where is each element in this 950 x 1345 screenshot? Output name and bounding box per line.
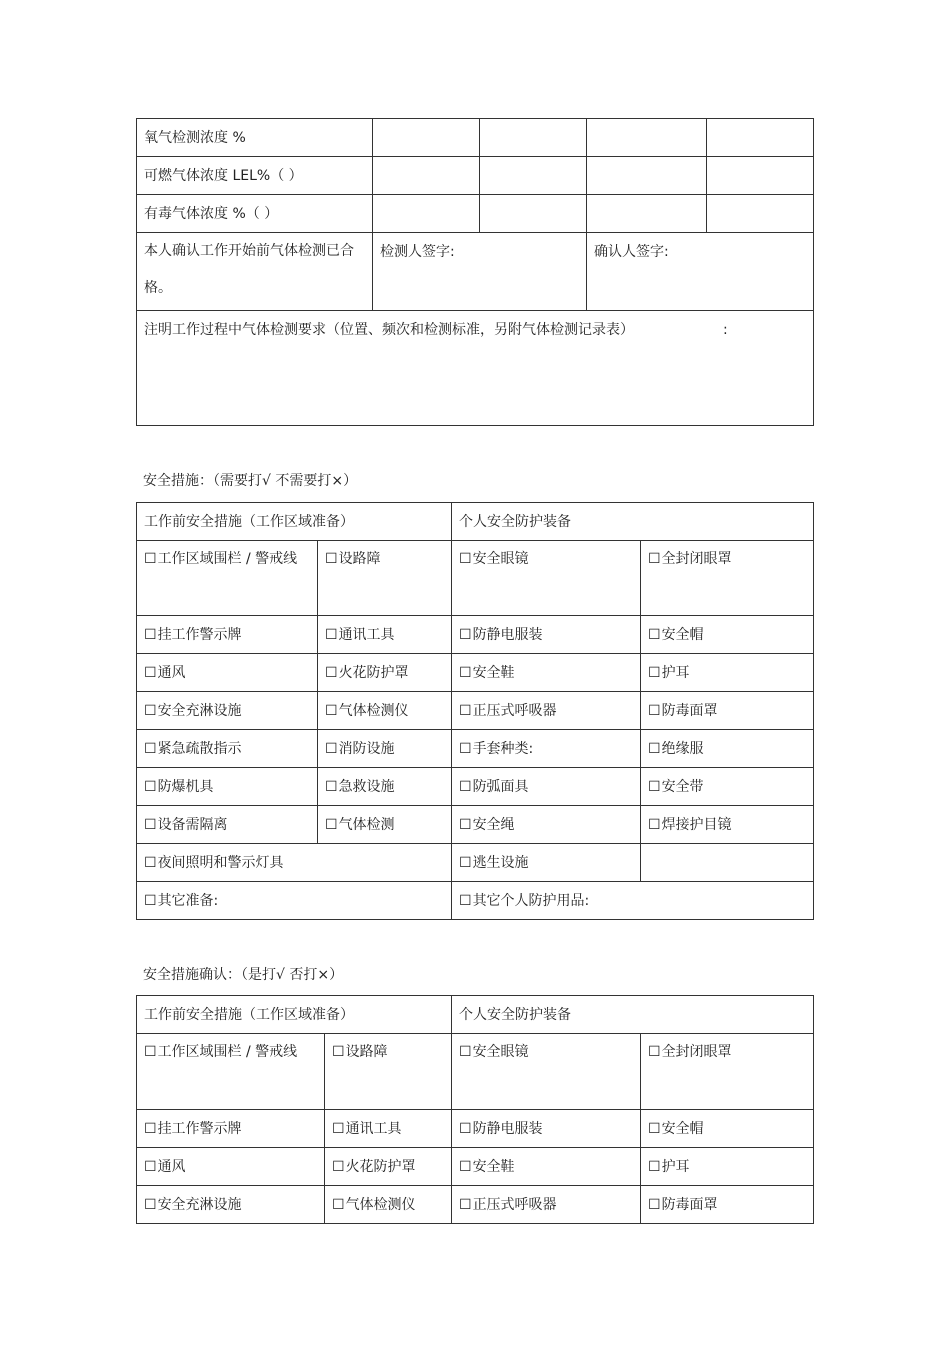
confirm-text: 本人确认工作开始前气体检测已合格。 [137, 233, 373, 311]
checkbox-label: ☐ 消防设施 [325, 741, 395, 757]
checkbox-item[interactable] [137, 1148, 325, 1186]
checkbox-label: ☐ 逃生设施 [459, 855, 529, 871]
checkbox-item[interactable] [318, 806, 452, 844]
oxygen-value-2[interactable] [480, 119, 587, 157]
checkbox-label: ☐ 焊接护目镜 [648, 817, 732, 833]
checkbox-label: ☐ 防毒面罩 [648, 703, 718, 719]
checkbox-label: ☐ 工作区域围栏 / 警戒线 [144, 551, 297, 567]
checkbox-label: ☐ 正压式呼吸器 [459, 1197, 557, 1213]
checkbox-label: ☐ 设路障 [325, 551, 381, 567]
checkbox-label: ☐ 夜间照明和警示灯具 [144, 855, 284, 871]
checkbox-label: ☐ 手套种类: [459, 741, 533, 757]
checkbox-label: ☐ 护耳 [648, 1159, 690, 1175]
oxygen-value-3[interactable] [587, 119, 707, 157]
toxic-value-1[interactable] [373, 195, 480, 233]
checkbox-label: ☐ 安全眼镜 [459, 551, 529, 567]
checkbox-label: ☐ 安全帽 [648, 627, 704, 643]
checkbox-item[interactable] [452, 692, 641, 730]
checkbox-item[interactable] [452, 844, 641, 882]
tester-sign-field[interactable]: 检测人签字: [373, 233, 587, 311]
checkbox-label: ☐ 通风 [144, 1159, 186, 1175]
checkbox-item[interactable] [641, 692, 814, 730]
checkbox-item[interactable] [325, 1034, 452, 1110]
checkbox-label: ☐ 安全充淋设施 [144, 703, 242, 719]
toxic-value-3[interactable] [587, 195, 707, 233]
checkbox-item[interactable] [452, 768, 641, 806]
confirmer-sign-field[interactable]: 确认人签字: [587, 233, 814, 311]
checkbox-label: ☐ 全封闭眼罩 [648, 551, 732, 567]
header-area-prep: 工作前安全措施（工作区域准备） [137, 996, 452, 1034]
checkbox-item[interactable] [641, 1148, 814, 1186]
checkbox-label: ☐ 急救设施 [325, 779, 395, 795]
checkbox-item[interactable] [137, 806, 318, 844]
checkbox-label: ☐ 护耳 [648, 665, 690, 681]
checkbox-item[interactable] [137, 768, 318, 806]
checkbox-label: ☐ 安全绳 [459, 817, 515, 833]
checkbox-item[interactable] [641, 1110, 814, 1148]
checkbox-label: ☐ 防爆机具 [144, 779, 214, 795]
checkbox-item[interactable] [641, 730, 814, 768]
checkbox-item[interactable] [137, 1186, 325, 1224]
checkbox-item[interactable] [318, 616, 452, 654]
checkbox-item[interactable] [325, 1110, 452, 1148]
checkbox-item[interactable] [452, 730, 641, 768]
checkbox-label: ☐ 设备需隔离 [144, 817, 228, 833]
toxic-label: 有毒气体浓度 %（ ） [137, 195, 373, 233]
checkbox-label: ☐ 防静电服装 [459, 1121, 543, 1137]
checkbox-label: ☐ 安全鞋 [459, 1159, 515, 1175]
header-area-prep: 工作前安全措施（工作区域准备） [137, 503, 452, 541]
checkbox-label: ☐ 安全充淋设施 [144, 1197, 242, 1213]
checkbox-label: ☐ 设路障 [332, 1044, 388, 1060]
checkbox-label: ☐ 挂工作警示牌 [144, 627, 242, 643]
checkbox-item[interactable] [641, 654, 814, 692]
checkbox-item[interactable] [641, 616, 814, 654]
gas-requirement-note[interactable] [137, 311, 814, 426]
checkbox-label: ☐ 防静电服装 [459, 627, 543, 643]
checkbox-item[interactable] [452, 616, 641, 654]
checkbox-item[interactable] [452, 541, 641, 616]
checkbox-item[interactable] [137, 844, 452, 882]
checkbox-label: ☐ 通讯工具 [325, 627, 395, 643]
checkbox-item[interactable] [452, 654, 641, 692]
checkbox-label: ☐ 其它准备: [144, 893, 218, 909]
confirmation-table [136, 995, 814, 1224]
checkbox-label: ☐ 绝缘服 [648, 741, 704, 757]
checkbox-label: ☐ 通讯工具 [332, 1121, 402, 1137]
checkbox-label: ☐ 火花防护罩 [332, 1159, 416, 1175]
checkbox-label: ☐ 挂工作警示牌 [144, 1121, 242, 1137]
checkbox-label: ☐ 安全眼镜 [459, 1044, 529, 1060]
checkbox-label: ☐ 防毒面罩 [648, 1197, 718, 1213]
checkbox-item[interactable] [452, 1186, 641, 1224]
checkbox-item[interactable] [318, 730, 452, 768]
checkbox-item[interactable] [452, 1110, 641, 1148]
checkbox-label: ☐ 气体检测 [325, 817, 395, 833]
checkbox-item[interactable] [318, 541, 452, 616]
checkbox-item[interactable] [137, 654, 318, 692]
checkbox-label: ☐ 全封闭眼罩 [648, 1044, 732, 1060]
checkbox-label: ☐ 防弧面具 [459, 779, 529, 795]
checkbox-item[interactable] [318, 768, 452, 806]
header-ppe: 个人安全防护装备 [452, 996, 814, 1034]
combustible-value-3[interactable] [587, 157, 707, 195]
safety-measures-title: 安全措施：（需要打√ 不需要打×） [143, 473, 358, 489]
header-ppe: 个人安全防护装备 [452, 503, 814, 541]
combustible-value-1[interactable] [373, 157, 480, 195]
oxygen-value-4[interactable] [707, 119, 814, 157]
checkbox-label: ☐ 火花防护罩 [325, 665, 409, 681]
checkbox-item[interactable] [325, 1186, 452, 1224]
gas-detection-table [136, 118, 814, 426]
checkbox-item[interactable] [137, 616, 318, 654]
checkbox-item[interactable] [318, 654, 452, 692]
checkbox-label: ☐ 工作区域围栏 / 警戒线 [144, 1044, 297, 1060]
confirmation-title: 安全措施确认：（是打√ 否打×） [143, 967, 344, 983]
checkbox-label: ☐ 安全帽 [648, 1121, 704, 1137]
checkbox-item[interactable] [452, 806, 641, 844]
other-ppe-field[interactable] [452, 882, 814, 920]
note-label: 注明工作过程中气体检测要求（位置、频次和检测标准，另附气体检测记录表） [144, 322, 634, 338]
combustible-value-2[interactable] [480, 157, 587, 195]
checkbox-item[interactable] [137, 1034, 325, 1110]
checkbox-item[interactable] [641, 1034, 814, 1110]
oxygen-label: 氧气检测浓度 % [137, 119, 373, 157]
checkbox-label: ☐ 其它个人防护用品: [459, 893, 589, 909]
empty-cell [641, 844, 814, 882]
checkbox-item[interactable] [137, 541, 318, 616]
note-colon: : [723, 322, 728, 338]
checkbox-item[interactable] [318, 692, 452, 730]
checkbox-label: ☐ 紧急疏散指示 [144, 741, 242, 757]
toxic-value-2[interactable] [480, 195, 587, 233]
checkbox-item[interactable] [137, 692, 318, 730]
checkbox-label: ☐ 安全鞋 [459, 665, 515, 681]
checkbox-item[interactable] [452, 1148, 641, 1186]
checkbox-label: ☐ 气体检测仪 [332, 1197, 416, 1213]
checkbox-item[interactable] [325, 1148, 452, 1186]
checkbox-label: ☐ 正压式呼吸器 [459, 703, 557, 719]
checkbox-item[interactable] [137, 1110, 325, 1148]
oxygen-value-1[interactable] [373, 119, 480, 157]
checkbox-item[interactable] [641, 541, 814, 616]
other-prep-field[interactable] [137, 882, 452, 920]
checkbox-item[interactable] [641, 806, 814, 844]
checkbox-label: ☐ 安全带 [648, 779, 704, 795]
checkbox-item[interactable] [641, 1186, 814, 1224]
safety-measures-table [136, 502, 814, 920]
combustible-value-4[interactable] [707, 157, 814, 195]
checkbox-item[interactable] [641, 768, 814, 806]
checkbox-label: ☐ 通风 [144, 665, 186, 681]
checkbox-item[interactable] [137, 730, 318, 768]
checkbox-item[interactable] [452, 1034, 641, 1110]
checkbox-label: ☐ 气体检测仪 [325, 703, 409, 719]
toxic-value-4[interactable] [707, 195, 814, 233]
combustible-label: 可燃气体浓度 LEL%（ ） [137, 157, 373, 195]
